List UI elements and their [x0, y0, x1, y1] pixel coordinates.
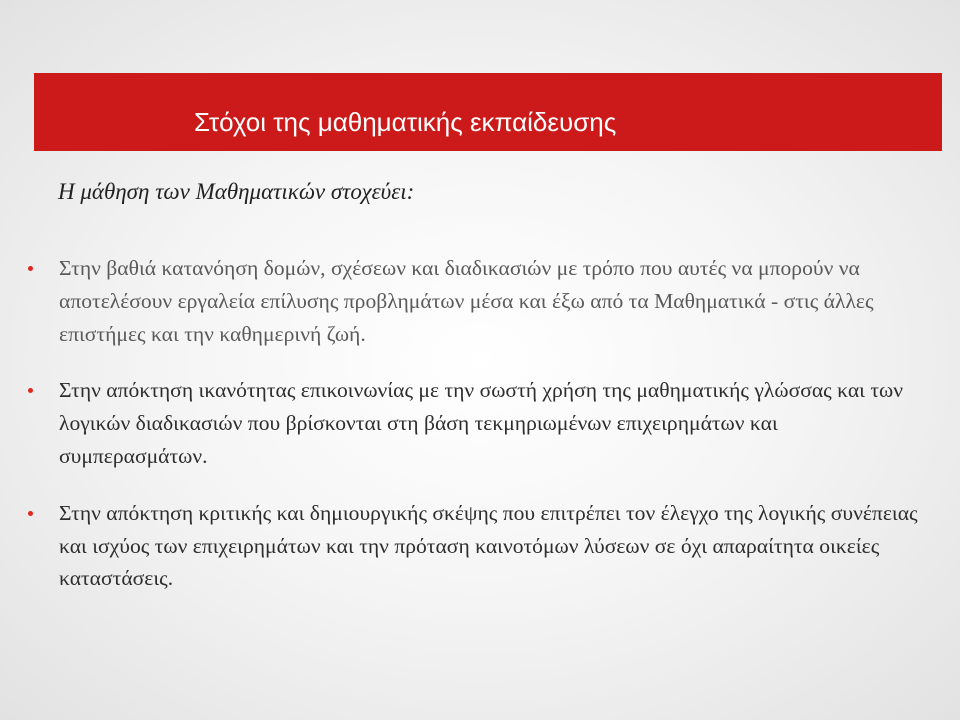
bullet-item: [28, 252, 918, 350]
title-bar: [34, 73, 942, 151]
bullet-item: [28, 497, 918, 595]
bullet-dot-icon: [28, 388, 33, 393]
bullet-item: [28, 374, 918, 472]
bullet-text: Στην βαθιά κατανόηση δομών, σχέσεων και διαδικασιών με τρόπο που αυτές να μπορούν να αποτελέσουν εργαλεία επίλυσης προβλημάτων μέσα και έξω από τα Μαθηματικά - στις άλλες επιστήμες και την καθημερινή ζωή.: [59, 256, 874, 346]
slide-title: Στόχοι της μαθηματικής εκπαίδευσης: [194, 107, 617, 137]
bullet-list: [28, 252, 918, 595]
slide-subtitle: Η μάθηση των Μαθηματικών στοχεύει:: [58, 179, 415, 204]
bullet-text: Στην απόκτηση κριτικής και δημιουργικής σκέψης που επιτρέπει τον έλεγχο της λογικής συνέπειας και ισχύος των επιχειρημάτων και την πρόταση καινοτόμων λύσεων σε όχι απαραίτητα οικείες καταστάσεις.: [59, 500, 918, 591]
bullet-text: Στην απόκτηση ικανότητας επικοινωνίας με την σωστή χρήση της μαθηματικής γλώσσας και των λογικών διαδικασιών που βρίσκονται στη βάση τεκμηριωμένων επιχειρημάτων και συμπερασμάτων.: [59, 378, 904, 468]
bullet-dot-icon: [28, 511, 33, 516]
bullet-dot-icon: [28, 266, 33, 271]
